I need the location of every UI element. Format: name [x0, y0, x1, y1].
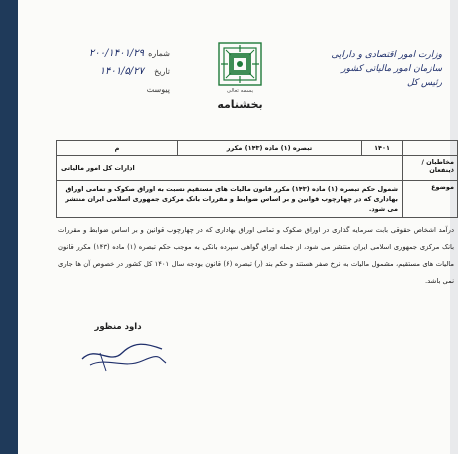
topic-value: شمول حکم تبصره (۱) ماده (۱۴۳) مکرر قانون مالیات های مستقیم نسبت به اوراق صکوک و تمامی اوراق بهاداری که در چهارچوب قوانین و بر اساس ضوابط و مقررات بانک مرکزی جمهوری اسلامی ایران منتشر می شود. — [65, 185, 398, 213]
code-cell: م — [114, 144, 120, 152]
document-title: بخشنامه — [217, 98, 263, 111]
attachment-row — [60, 80, 170, 98]
letter-number: ۲۰۰/۱۴۰۱/۲۹ — [88, 47, 144, 59]
ministry-name: وزارت امور اقتصادی و دارایی — [331, 50, 442, 60]
logo-caption: بسمه تعالی — [226, 88, 254, 94]
subject-title-cell: تبصره (۱) ماده (۱۴۳) مکرر — [177, 141, 361, 155]
audience-value: ادارات کل امور مالیاتی — [61, 164, 135, 172]
letter-meta — [60, 44, 170, 98]
table-row-topic — [57, 181, 457, 217]
audience-label: مخاطبان / ذینفعان — [402, 156, 457, 180]
head-title: رئیس کل — [406, 78, 442, 88]
viewer-left-frame — [0, 0, 18, 454]
table-row-audience — [57, 156, 457, 181]
subject-table — [56, 140, 458, 218]
letter-date: ۱۴۰۱/۵/۲۷ — [99, 65, 144, 77]
date-row — [60, 62, 170, 80]
number-row — [60, 44, 170, 62]
date-label: تاریخ — [154, 66, 170, 76]
circular-body: درآمد اشخاص حقوقی بابت سرمایه گذاری در اوراق صکوک و تمامی اوراق بهاداری که در چهارچوب قوانین و بر اساس ضوابط و مقررات بانک مرکزی جمهوری اسلامی ایران منتشر می شود، از جمله اوراق گواهی سپرده بانکی به موجب حکم تبصره (۱) ماده (۱۴۳) مکرر قانون مالیات های مستقیم، مشمول مالیات به نرخ صفر هستند و حکم بند (ر) تبصره (۶) قانون بودجه سال ۱۴۰۱ کل کشور در خصوص آن ها جاری نمی باشد. — [58, 226, 454, 285]
year-cell: ۱۴۰۱ — [361, 141, 402, 155]
signer-name: داود منظور — [94, 322, 142, 332]
tax-organization-logo-icon — [218, 42, 262, 86]
topic-label: موضوع — [402, 181, 457, 217]
signature-icon — [76, 335, 172, 375]
organization-name: سازمان امور مالیاتی کشور — [341, 64, 442, 74]
ministry-letterhead — [302, 48, 442, 90]
table-row-header — [57, 141, 457, 156]
number-label: شماره — [148, 48, 170, 58]
circular-letter — [18, 0, 454, 454]
attachment-label: پیوست — [146, 84, 170, 94]
